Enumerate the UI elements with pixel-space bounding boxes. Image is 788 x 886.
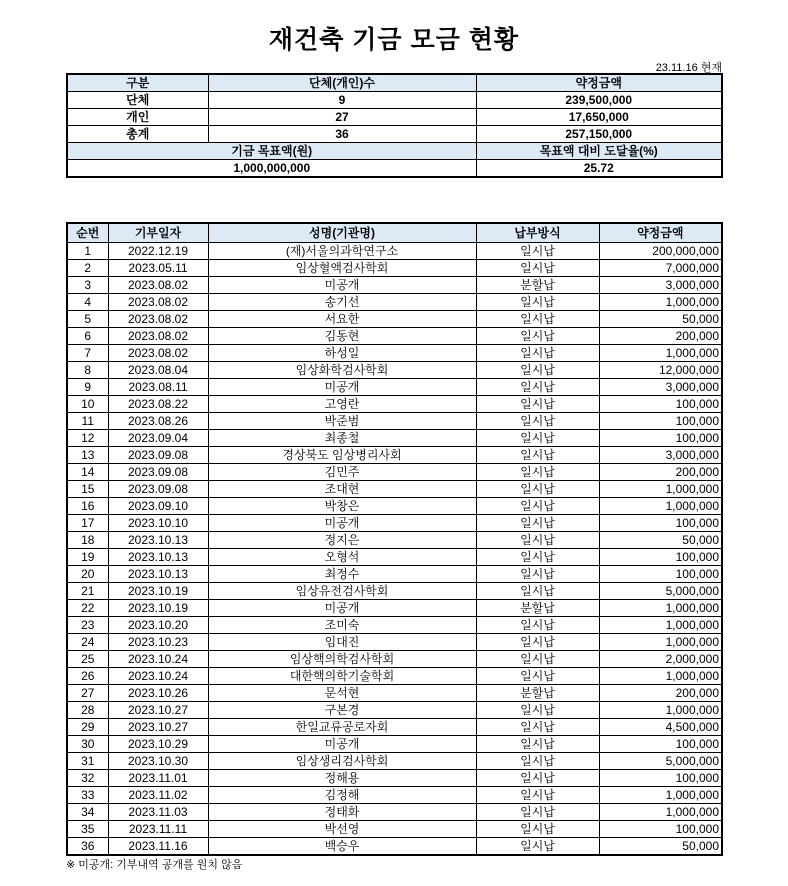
cell-name: 임상핵의학검사학회 [208,651,476,668]
cell-method: 일시납 [476,294,599,311]
cell-no: 19 [67,549,108,566]
table-row [67,498,722,515]
cell-method: 일시납 [476,821,599,838]
summary-header-amount: 약정금액 [476,74,722,92]
cell-no: 27 [67,685,108,702]
summary-category: 개인 [67,109,208,126]
cell-name: 한일교류공로자회 [208,719,476,736]
cell-amount: 200,000 [599,464,722,481]
cell-date: 2023.08.02 [108,294,208,311]
goal-row [67,160,722,178]
cell-name: 박창은 [208,498,476,515]
cell-method: 일시납 [476,379,599,396]
table-row [67,753,722,770]
cell-method: 일시납 [476,362,599,379]
table-row [67,294,722,311]
cell-amount: 50,000 [599,532,722,549]
cell-no: 25 [67,651,108,668]
cell-date: 2023.11.11 [108,821,208,838]
cell-method: 일시납 [476,702,599,719]
cell-no: 36 [67,838,108,856]
cell-date: 2023.11.02 [108,787,208,804]
cell-date: 2023.09.08 [108,481,208,498]
cell-method: 일시납 [476,243,599,260]
cell-date: 2023.10.29 [108,736,208,753]
cell-amount: 50,000 [599,311,722,328]
cell-date: 2023.09.08 [108,447,208,464]
footnote: ※ 미공개: 기부내역 공개를 원치 않음 [66,859,243,871]
cell-no: 16 [67,498,108,515]
cell-date: 2023.10.24 [108,668,208,685]
cell-method: 일시납 [476,549,599,566]
cell-no: 34 [67,804,108,821]
cell-method: 일시납 [476,498,599,515]
cell-name: 미공개 [208,736,476,753]
cell-amount: 100,000 [599,396,722,413]
header-method: 납부방식 [476,223,599,243]
cell-no: 10 [67,396,108,413]
cell-date: 2022.12.19 [108,243,208,260]
donations-table [66,222,723,856]
summary-amount: 239,500,000 [476,92,722,109]
cell-method: 일시납 [476,787,599,804]
summary-row-individual [67,109,722,126]
cell-method: 일시납 [476,345,599,362]
rate-value: 25.72 [476,160,722,178]
cell-no: 1 [67,243,108,260]
cell-date: 2023.10.27 [108,719,208,736]
cell-amount: 200,000 [599,328,722,345]
cell-date: 2023.08.02 [108,328,208,345]
cell-no: 32 [67,770,108,787]
cell-name: 최종철 [208,430,476,447]
summary-header-row [67,74,722,92]
cell-amount: 100,000 [599,770,722,787]
cell-no: 15 [67,481,108,498]
cell-method: 일시납 [476,770,599,787]
cell-name: 고영란 [208,396,476,413]
summary-header-category: 구분 [67,74,208,92]
summary-header-count: 단체(개인)수 [208,74,476,92]
table-row [67,345,722,362]
cell-method: 일시납 [476,396,599,413]
cell-method: 분할납 [476,277,599,294]
cell-method: 일시납 [476,447,599,464]
cell-method: 일시납 [476,634,599,651]
cell-name: 구본경 [208,702,476,719]
cell-method: 일시납 [476,328,599,345]
cell-name: 정지은 [208,532,476,549]
cell-name: 백승우 [208,838,476,856]
rate-header: 목표액 대비 도달율(%) [476,143,722,160]
cell-date: 2023.08.02 [108,277,208,294]
table-row [67,736,722,753]
cell-name: 정태화 [208,804,476,821]
cell-no: 33 [67,787,108,804]
summary-row-group [67,92,722,109]
table-row [67,702,722,719]
table-row [67,821,722,838]
cell-no: 6 [67,328,108,345]
cell-amount: 50,000 [599,838,722,856]
cell-date: 2023.08.26 [108,413,208,430]
table-row [67,566,722,583]
table-row [67,379,722,396]
table-row [67,328,722,345]
cell-method: 일시납 [476,260,599,277]
cell-amount: 3,000,000 [599,277,722,294]
cell-no: 29 [67,719,108,736]
cell-method: 일시납 [476,464,599,481]
cell-method: 일시납 [476,583,599,600]
table-row [67,804,722,821]
cell-date: 2023.10.27 [108,702,208,719]
cell-name: 송기선 [208,294,476,311]
cell-amount: 1,000,000 [599,345,722,362]
table-row [67,668,722,685]
cell-date: 2023.10.20 [108,617,208,634]
cell-date: 2023.08.02 [108,345,208,362]
cell-no: 17 [67,515,108,532]
table-row [67,311,722,328]
cell-date: 2023.11.03 [108,804,208,821]
table-row [67,515,722,532]
header-date: 기부일자 [108,223,208,243]
summary-count: 36 [208,126,476,143]
as-of-date: 23.11.16 현재 [655,62,722,74]
cell-name: 박준범 [208,413,476,430]
cell-amount: 100,000 [599,430,722,447]
cell-method: 일시납 [476,430,599,447]
cell-name: 임상화학검사학회 [208,362,476,379]
cell-name: 김동현 [208,328,476,345]
cell-no: 23 [67,617,108,634]
cell-method: 일시납 [476,753,599,770]
cell-amount: 1,000,000 [599,617,722,634]
cell-method: 분할납 [476,600,599,617]
page-title: 재건축 기금 모금 현황 [268,26,520,54]
cell-no: 22 [67,600,108,617]
cell-amount: 200,000 [599,685,722,702]
cell-date: 2023.08.22 [108,396,208,413]
cell-method: 일시납 [476,719,599,736]
table-row [67,396,722,413]
cell-no: 3 [67,277,108,294]
cell-amount: 1,000,000 [599,702,722,719]
cell-method: 일시납 [476,515,599,532]
table-row [67,532,722,549]
cell-name: 정해용 [208,770,476,787]
cell-amount: 100,000 [599,821,722,838]
summary-category: 총계 [67,126,208,143]
cell-date: 2023.09.08 [108,464,208,481]
cell-no: 26 [67,668,108,685]
cell-no: 20 [67,566,108,583]
table-row [67,447,722,464]
table-row [67,838,722,856]
goal-header-row [67,143,722,160]
table-row [67,549,722,566]
cell-amount: 1,000,000 [599,294,722,311]
cell-name: 임상혈액검사학회 [208,260,476,277]
cell-name: 오형석 [208,549,476,566]
cell-name: 미공개 [208,379,476,396]
cell-amount: 1,000,000 [599,481,722,498]
cell-name: 문석현 [208,685,476,702]
header-no: 순번 [67,223,108,243]
cell-amount: 100,000 [599,549,722,566]
cell-date: 2023.10.26 [108,685,208,702]
cell-date: 2023.09.10 [108,498,208,515]
table-row [67,430,722,447]
cell-method: 일시납 [476,481,599,498]
cell-name: 조미숙 [208,617,476,634]
table-row [67,481,722,498]
cell-method: 일시납 [476,617,599,634]
summary-table [66,73,723,178]
cell-no: 9 [67,379,108,396]
cell-amount: 100,000 [599,566,722,583]
cell-date: 2023.10.23 [108,634,208,651]
donations-header-row [67,223,722,243]
table-row [67,651,722,668]
cell-date: 2023.05.11 [108,260,208,277]
table-row [67,600,722,617]
cell-method: 일시납 [476,651,599,668]
cell-method: 분할납 [476,685,599,702]
cell-date: 2023.10.13 [108,549,208,566]
cell-name: 임대진 [208,634,476,651]
cell-amount: 1,000,000 [599,804,722,821]
cell-amount: 200,000,000 [599,243,722,260]
cell-amount: 1,000,000 [599,668,722,685]
header-amount: 약정금액 [599,223,722,243]
cell-date: 2023.11.01 [108,770,208,787]
cell-amount: 3,000,000 [599,447,722,464]
cell-name: 임상생리검사학회 [208,753,476,770]
cell-name: 임상유전검사학회 [208,583,476,600]
cell-amount: 7,000,000 [599,260,722,277]
table-row [67,787,722,804]
cell-no: 7 [67,345,108,362]
cell-name: 박선영 [208,821,476,838]
cell-amount: 1,000,000 [599,600,722,617]
cell-name: 경상북도 임상병리사회 [208,447,476,464]
cell-amount: 100,000 [599,413,722,430]
summary-category: 단체 [67,92,208,109]
summary-amount: 257,150,000 [476,126,722,143]
cell-no: 18 [67,532,108,549]
goal-value: 1,000,000,000 [67,160,476,178]
cell-method: 일시납 [476,838,599,856]
table-row [67,362,722,379]
cell-no: 11 [67,413,108,430]
summary-row-total [67,126,722,143]
cell-date: 2023.10.30 [108,753,208,770]
table-row [67,685,722,702]
cell-no: 30 [67,736,108,753]
table-row [67,719,722,736]
cell-method: 일시납 [476,736,599,753]
table-row [67,243,722,260]
cell-amount: 1,000,000 [599,787,722,804]
cell-amount: 5,000,000 [599,753,722,770]
cell-name: 조대현 [208,481,476,498]
header-name: 성명(기관명) [208,223,476,243]
cell-amount: 1,000,000 [599,634,722,651]
summary-count: 27 [208,109,476,126]
cell-no: 5 [67,311,108,328]
table-row [67,617,722,634]
cell-amount: 100,000 [599,515,722,532]
cell-no: 14 [67,464,108,481]
table-row [67,634,722,651]
cell-date: 2023.08.11 [108,379,208,396]
cell-name: 김민주 [208,464,476,481]
summary-count: 9 [208,92,476,109]
cell-date: 2023.10.19 [108,600,208,617]
cell-date: 2023.08.02 [108,311,208,328]
table-row [67,413,722,430]
cell-method: 일시납 [476,804,599,821]
cell-no: 35 [67,821,108,838]
cell-no: 13 [67,447,108,464]
summary-amount: 17,650,000 [476,109,722,126]
cell-date: 2023.10.24 [108,651,208,668]
donations-body [67,243,722,856]
cell-date: 2023.08.04 [108,362,208,379]
cell-method: 일시납 [476,532,599,549]
cell-name: 김정해 [208,787,476,804]
cell-name: 대한핵의학기술학회 [208,668,476,685]
cell-no: 12 [67,430,108,447]
cell-method: 일시납 [476,668,599,685]
cell-name: 서요한 [208,311,476,328]
cell-no: 2 [67,260,108,277]
cell-name: 미공개 [208,600,476,617]
cell-amount: 2,000,000 [599,651,722,668]
cell-name: 하성일 [208,345,476,362]
cell-no: 31 [67,753,108,770]
cell-name: 최정수 [208,566,476,583]
cell-amount: 3,000,000 [599,379,722,396]
cell-no: 4 [67,294,108,311]
cell-date: 2023.11.16 [108,838,208,856]
cell-no: 8 [67,362,108,379]
cell-name: (재)서울의과학연구소 [208,243,476,260]
cell-method: 일시납 [476,566,599,583]
cell-amount: 12,000,000 [599,362,722,379]
cell-no: 24 [67,634,108,651]
cell-date: 2023.09.04 [108,430,208,447]
cell-date: 2023.10.13 [108,532,208,549]
cell-date: 2023.10.10 [108,515,208,532]
table-row [67,260,722,277]
table-row [67,770,722,787]
cell-name: 미공개 [208,277,476,294]
cell-amount: 4,500,000 [599,719,722,736]
cell-date: 2023.10.13 [108,566,208,583]
cell-amount: 100,000 [599,736,722,753]
goal-header: 기금 목표액(원) [67,143,476,160]
cell-name: 미공개 [208,515,476,532]
cell-amount: 1,000,000 [599,498,722,515]
cell-method: 일시납 [476,413,599,430]
cell-no: 21 [67,583,108,600]
table-row [67,583,722,600]
table-row [67,464,722,481]
cell-date: 2023.10.19 [108,583,208,600]
cell-no: 28 [67,702,108,719]
cell-method: 일시납 [476,311,599,328]
table-row [67,277,722,294]
cell-amount: 5,000,000 [599,583,722,600]
